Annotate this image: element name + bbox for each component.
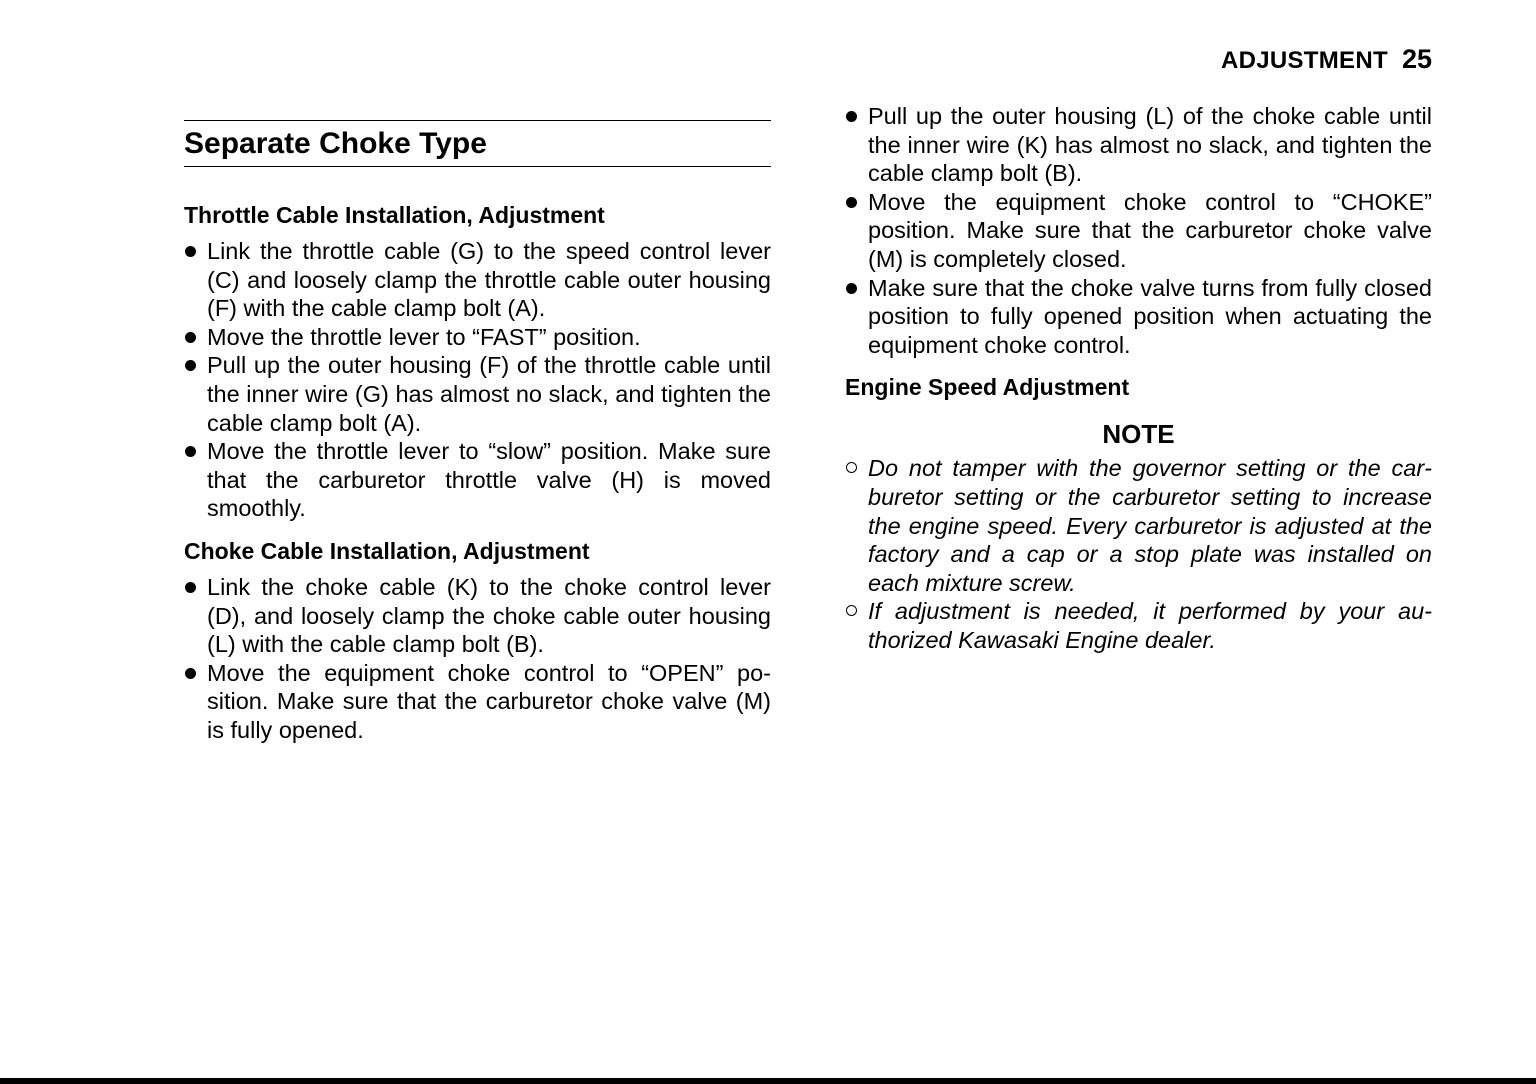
step-text: Move the equipment choke control to “OPEN” position. Make sure that the carburetor choke valve (M) is fully opened.: [207, 659, 771, 743]
step-text: Move the equipment choke control to “CHOKE” position. Make sure that the carburetor choke valve (M) is completely closed.: [868, 188, 1432, 272]
bullet-icon: [185, 582, 196, 593]
list-item: [845, 188, 1432, 274]
bullet-icon: [846, 197, 857, 208]
step-text: Link the throttle cable (G) to the speed control lever (C) and loosely clamp the throttle cable outer housing (F) with the cable clamp bolt (A).: [207, 238, 771, 322]
list-item: [845, 102, 1432, 188]
engine-speed-heading: Engine Speed Adjustment: [845, 374, 1130, 401]
list-item: [184, 351, 771, 437]
bullet-icon: [185, 668, 196, 679]
note-title: NOTE: [1102, 419, 1175, 450]
step-text: Pull up the outer housing (F) of the throttle cable until the inner wire (G) has almost no slack, and tighten the cable clamp bolt (A).: [207, 352, 771, 436]
circle-bullet-icon: [846, 605, 857, 616]
throttle-heading: Throttle Cable Installation, Adjustment: [184, 202, 605, 228]
list-item: [184, 237, 771, 323]
bullet-icon: [846, 283, 857, 294]
note-text: If adjustment is needed, it performed by your authorized Kawasaki Engine dealer.: [868, 598, 1432, 653]
header-section-name: ADJUSTMENT: [1220, 47, 1388, 74]
list-item: [184, 659, 771, 745]
section-title: Separate Choke Type: [184, 120, 771, 167]
list-item: [184, 573, 771, 659]
choke-steps: [184, 573, 771, 745]
note-list: [845, 454, 1432, 654]
step-text: Make sure that the choke valve turns from fully closed position to fully opened position when actuating the equipment choke control.: [868, 274, 1432, 358]
list-item: [845, 274, 1432, 360]
bullet-icon: [185, 246, 196, 257]
choke-heading: Choke Cable Installation, Adjustment: [184, 537, 590, 564]
bullet-icon: [846, 111, 857, 122]
list-item: [184, 323, 771, 352]
bottom-rule: [0, 1078, 1536, 1084]
list-item: [845, 454, 1432, 597]
step-text: Move the throttle lever to “slow” position. Make sure that the carburetor throttle valve (H) is moved smoothly.: [207, 438, 771, 522]
list-item: [184, 437, 771, 523]
left-column: [184, 120, 771, 745]
circle-bullet-icon: [846, 462, 857, 473]
step-text: Link the choke cable (K) to the choke control lever (D), and loosely clamp the choke cable outer housing (L) with the cable clamp bolt (B).: [207, 573, 771, 658]
bullet-icon: [185, 360, 196, 371]
note-text: Do not tamper with the governor setting or the carburetor setting or the carburetor setting to increase the engine speed. Every carburetor is adjusted at the factory and a cap or a stop plate was installed on each mixture screw.: [868, 455, 1432, 596]
right-column: [845, 102, 1432, 655]
step-text: Pull up the outer housing (L) of the choke cable until the inner wire (K) has almost no slack, and tighten the cable clamp bolt (B).: [868, 103, 1432, 187]
choke-steps-continued: [845, 102, 1432, 359]
page-header: [1221, 44, 1432, 75]
throttle-steps: [184, 237, 771, 523]
bullet-icon: [185, 446, 196, 457]
bullet-icon: [185, 332, 196, 343]
step-text: Move the throttle lever to “FAST” position.: [207, 323, 641, 350]
list-item: [845, 597, 1432, 654]
page-number: 25: [1401, 44, 1432, 74]
